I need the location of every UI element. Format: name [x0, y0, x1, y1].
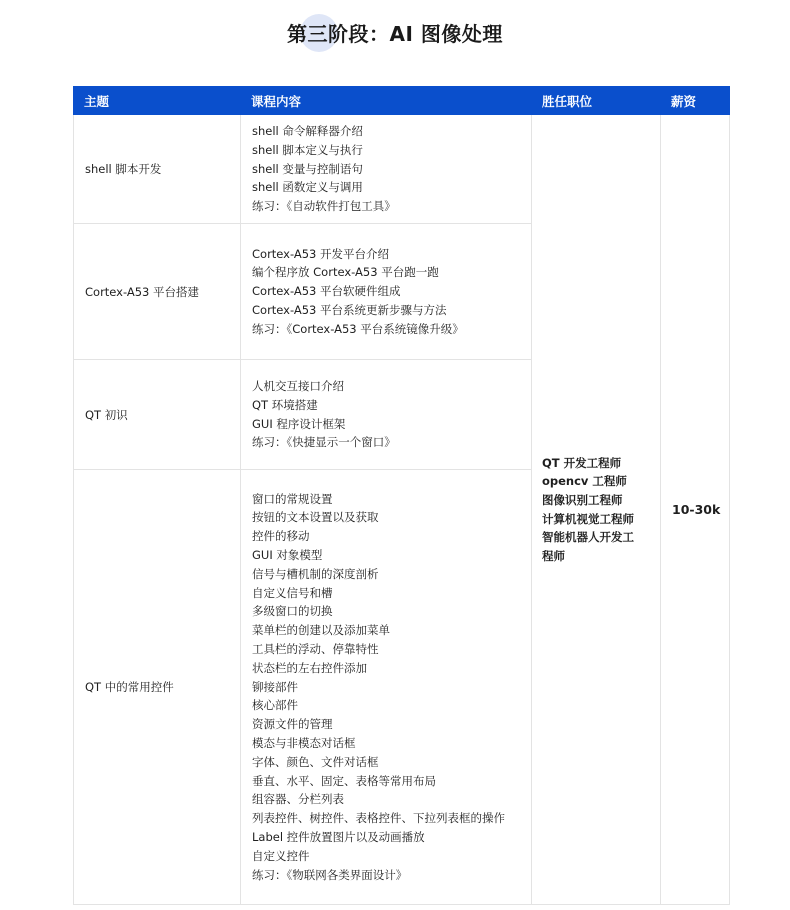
- table-header-row: [74, 87, 730, 115]
- content-line: 练习：《Cortex-A53 平台系统镜像升级》: [252, 321, 464, 336]
- content-line: shell 脚本定义与执行: [252, 142, 363, 157]
- content-cell: [241, 115, 532, 224]
- content-line: 练习：《自动软件打包工具》: [252, 199, 396, 214]
- content-line: Cortex-A53 平台软硬件组成: [252, 284, 401, 299]
- content-line: 核心部件: [252, 698, 298, 713]
- header-position: 胜任职位: [532, 87, 661, 115]
- content-line: 按钮的文本设置以及获取: [252, 510, 379, 525]
- content-line: 列表控件、树控件、表格控件、下拉列表框的操作: [252, 811, 505, 826]
- content-line: 控件的移动: [252, 529, 310, 544]
- content-line: 铆接部件: [252, 679, 298, 694]
- content-line: 多级窗口的切换: [252, 604, 333, 619]
- content-line: 垂直、水平、固定、表格等常用布局: [252, 773, 436, 788]
- content-line: QT 环境搭建: [252, 397, 318, 412]
- topic-cell: Cortex-A53 平台搭建: [74, 224, 241, 360]
- header-salary: 薪资: [661, 87, 730, 115]
- salary-cell: 10-30k: [661, 115, 730, 905]
- table-row: [74, 115, 730, 224]
- content-line: 组容器、分栏列表: [252, 792, 344, 807]
- position-item: 智能机器人开发工: [542, 530, 634, 545]
- content-cell: [241, 360, 532, 470]
- content-line: Cortex-A53 开发平台介绍: [252, 246, 390, 261]
- content-line: 资源文件的管理: [252, 717, 333, 732]
- content-line: 练习：《物联网各类界面设计》: [252, 867, 408, 882]
- position-item: 图像识别工程师: [542, 492, 623, 507]
- content-cell: [241, 470, 532, 905]
- content-line: 编个程序放 Cortex-A53 平台跑一跑: [252, 265, 439, 280]
- content-line: GUI 程序设计框架: [252, 416, 346, 431]
- topic-cell: QT 初识: [74, 360, 241, 470]
- content-line: shell 变量与控制语句: [252, 161, 363, 176]
- position-cell: [532, 115, 661, 905]
- position-item: QT 开发工程师: [542, 455, 622, 470]
- content-line: 人机交互接口介绍: [252, 378, 344, 393]
- content-line: 菜单栏的创建以及添加菜单: [252, 623, 390, 638]
- position-item: opencv 工程师: [542, 474, 627, 489]
- content-line: 模态与非模态对话框: [252, 735, 356, 750]
- content-line: 练习：《快捷显示一个窗口》: [252, 435, 396, 450]
- course-table: [73, 86, 730, 905]
- content-line: shell 命令解释器介绍: [252, 124, 363, 138]
- page-title: 第三阶段：AI 图像处理: [287, 22, 503, 46]
- position-item: 程师: [542, 548, 565, 563]
- content-line: shell 函数定义与调用: [252, 180, 363, 195]
- topic-cell: shell 脚本开发: [74, 115, 241, 224]
- content-line: 自定义控件: [252, 848, 310, 863]
- content-line: Label 控件放置图片以及动画播放: [252, 829, 425, 844]
- content-line: 自定义信号和槽: [252, 585, 333, 600]
- content-line: 字体、颜色、文件对话框: [252, 754, 379, 769]
- content-line: 窗口的常规设置: [252, 491, 333, 506]
- header-content: 课程内容: [241, 87, 532, 115]
- topic-cell: QT 中的常用控件: [74, 470, 241, 905]
- position-item: 计算机视觉工程师: [542, 511, 634, 526]
- content-cell: [241, 224, 532, 360]
- content-line: 信号与槽机制的深度剖析: [252, 566, 379, 581]
- content-line: GUI 对象模型: [252, 548, 323, 563]
- content-line: 工具栏的浮动、停靠特性: [252, 642, 379, 656]
- header-topic: 主题: [74, 87, 241, 115]
- content-line: Cortex-A53 平台系统更新步骤与方法: [252, 302, 447, 317]
- title-area: [0, 14, 790, 54]
- content-line: 状态栏的左右控件添加: [252, 660, 367, 675]
